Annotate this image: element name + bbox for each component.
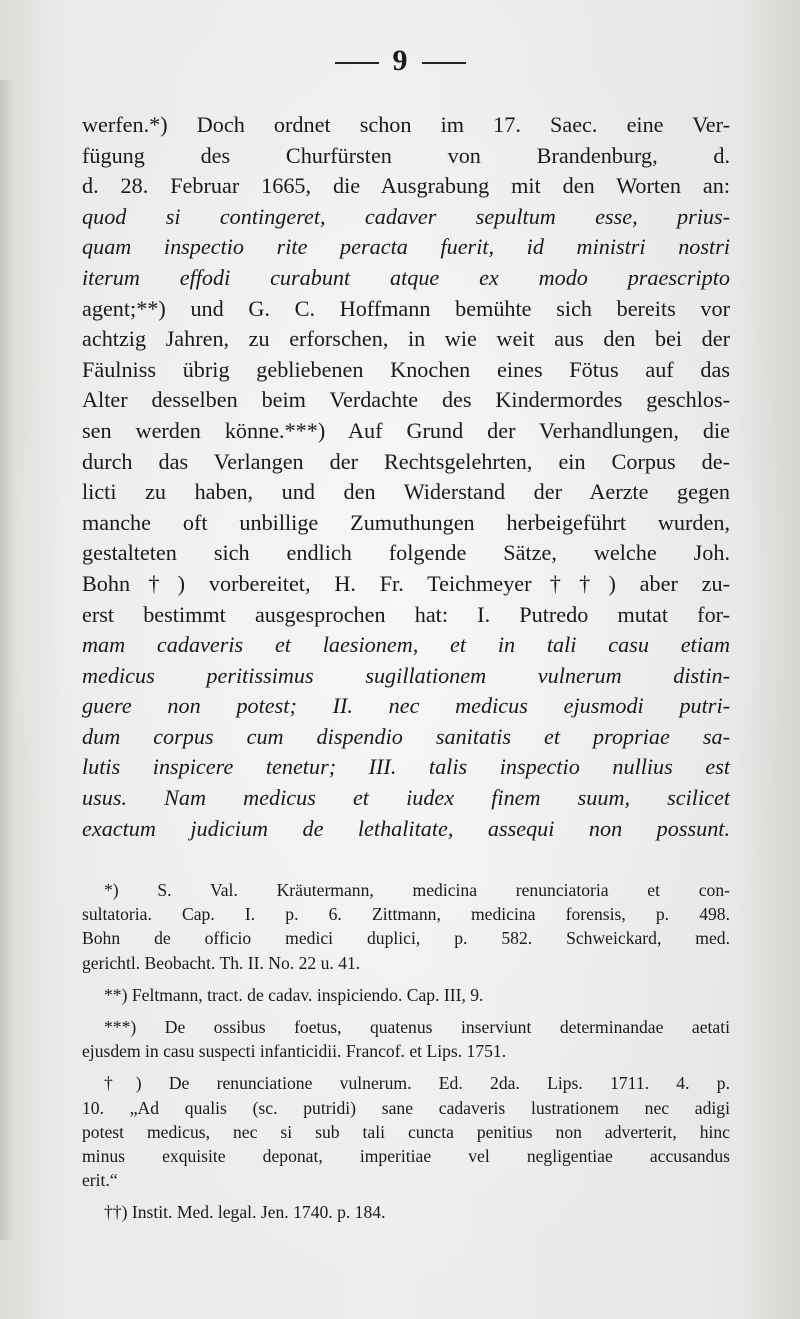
- footnote-line: Bohn de officio medici duplici, p. 582. Schweickard, med.: [82, 928, 730, 949]
- footnote-1: [82, 878, 730, 975]
- footnote-line: 10. „Ad qualis (sc. putridi) sane cadaveris lustrationem nec adigi: [82, 1097, 730, 1118]
- text-line: gestalteten sich endlich folgende Sätze, welche Joh.: [82, 540, 730, 566]
- page-header: [0, 44, 800, 78]
- text-line: dum corpus cum dispendio sanitatis et propriae sa-: [82, 723, 730, 749]
- text-line: manche oft unbillige Zumuthungen herbeigeführt wurden,: [82, 509, 730, 535]
- footnote-line: ***) De ossibus foetus, quatenus inserviunt determinandae aetati: [104, 1016, 730, 1037]
- text-line: exactum judicium de lethalitate, assequi non possunt.: [82, 815, 730, 841]
- text-line: quam inspectio rite peracta fuerit, id ministri nostri: [82, 234, 730, 260]
- footnote-line: ejusdem in casu suspecti infanticidii. Francof. et Lips. 1751.: [82, 1041, 507, 1062]
- text-line: guere non potest; II. nec medicus ejusmodi putri-: [82, 693, 730, 719]
- footnote-2: [82, 983, 730, 1007]
- text-line: quod si contingeret, cadaver sepultum esse, prius-: [82, 203, 730, 229]
- text-line: usus. Nam medicus et iudex finem suum, scilicet: [82, 785, 730, 811]
- footnote-line: ††) Instit. Med. legal. Jen. 1740. p. 184.: [104, 1202, 386, 1223]
- text-line: mam cadaveris et laesionem, et in tali casu etiam: [82, 632, 730, 658]
- text-line: d. 28. Februar 1665, die Ausgrabung mit den Worten an:: [82, 173, 730, 199]
- text-line: werfen.*) Doch ordnet schon im 17. Saec. eine Ver-: [82, 112, 730, 137]
- footnote-line: sultatoria. Cap. I. p. 6. Zittmann, medicina forensis, p. 498.: [82, 904, 730, 925]
- main-text: [82, 110, 730, 844]
- footnote-line: †) De renunciatione vulnerum. Ed. 2da. Lips. 1711. 4. p.: [104, 1073, 730, 1094]
- footnote-5: [82, 1200, 730, 1224]
- text-line: Bohn†) vorbereitet, H. Fr. Teichmeyer††) aber zu-: [82, 570, 730, 596]
- text-line: lutis inspicere tenetur; III. talis inspectio nullius est: [82, 754, 730, 780]
- text-line: licti zu haben, und den Widerstand der Aerzte gegen: [82, 479, 730, 505]
- page-number: 9: [392, 44, 408, 77]
- text-line: sen werden könne.***) Auf Grund der Verhandlungen, die: [82, 417, 730, 443]
- footnote-4: [82, 1071, 730, 1192]
- text-line: durch das Verlangen der Rechtsgelehrten, ein Corpus de-: [82, 448, 730, 474]
- footnote-line: potest medicus, nec si sub tali cuncta penitius non adverterit, hinc: [82, 1121, 730, 1142]
- header-dash-right: [422, 62, 466, 64]
- text-line: Alter desselben beim Verdachte des Kindermordes geschlos-: [82, 387, 730, 413]
- text-line: fügung des Churfürsten von Brandenburg, d.: [82, 142, 730, 168]
- text-line: achtzig Jahren, zu erforschen, in wie weit aus den bei der: [82, 326, 730, 352]
- text-line: medicus peritissimus sugillationem vulnerum distin-: [82, 662, 730, 688]
- page-edge-shadow: [0, 80, 14, 1240]
- footnote-3: [82, 1015, 730, 1063]
- footnote-line: *) S. Val. Kräutermann, medicina renunciatoria et con-: [104, 880, 730, 900]
- text-line: iterum effodi curabunt atque ex modo praescripto: [82, 264, 730, 290]
- header-dash-left: [335, 62, 379, 64]
- footnotes: [82, 878, 730, 1232]
- footnote-line: gerichtl. Beobacht. Th. II. No. 22 u. 41.: [82, 952, 361, 973]
- text-line: agent;**) und G. C. Hoffmann bemühte sich bereits vor: [82, 295, 730, 321]
- footnote-line: erit.“: [82, 1170, 118, 1191]
- text-line: erst bestimmt ausgesprochen hat: I. Putredo mutat for-: [82, 601, 730, 627]
- footnote-line: **) Feltmann, tract. de cadav. inspiciendo. Cap. III, 9.: [104, 984, 484, 1005]
- text-line: Fäulniss übrig gebliebenen Knochen eines Fötus auf das: [82, 356, 730, 382]
- footnote-line: minus exquisite deponat, imperitiae vel negligentiae accusandus: [82, 1145, 730, 1166]
